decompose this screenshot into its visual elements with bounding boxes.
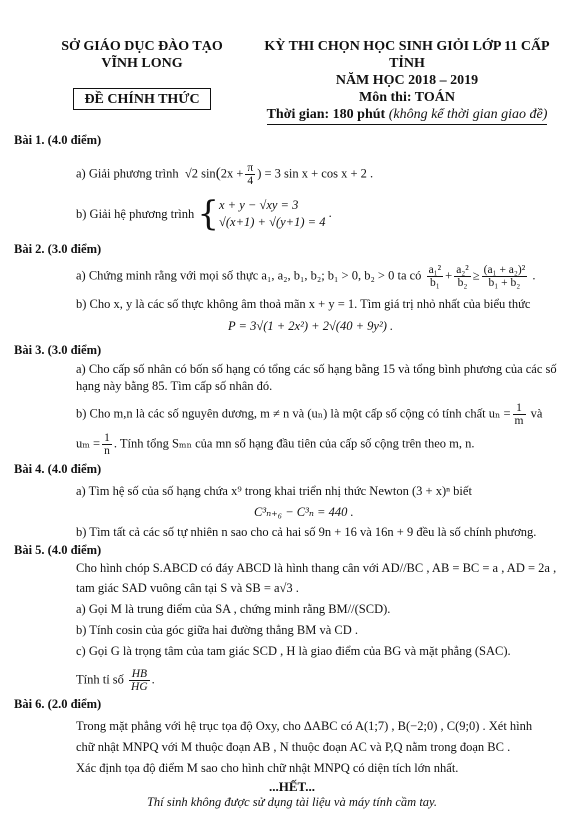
problem-6-line3: Xác định tọa độ điểm M sao cho hình chữ nhật MNPQ có diện tích lớn nhất. xyxy=(76,761,459,775)
problem-3a-line2: hạng này bằng 85. Tìm cấp số nhân đó. xyxy=(76,379,273,393)
problem-5-intro1: Cho hình chóp S.ABCD có đáy ABCD là hình thang cân với AD//BC , AB = BC = a , AD = 2a , xyxy=(76,561,557,575)
problem-5-title: Bài 5. (4.0 điểm) xyxy=(14,543,102,557)
problem-5a: a) Gọi M là trung điểm của SA , chứng minh rằng BM//(SCD). xyxy=(76,602,391,616)
department-name: SỞ GIÁO DỤC ĐÀO TẠO xyxy=(61,39,223,54)
problem-6-line1: Trong mặt phẳng với hệ trục tọa độ Oxy, cho ΔABC có A(1;7) , B(−2;0) , C(9;0) . Xét hình xyxy=(76,719,533,733)
problem-4b: b) Tìm tất cả các số tự nhiên n sao cho cả hai số 9n + 16 và 16n + 9 đều là số chính phương. xyxy=(76,525,537,539)
subject: Môn thi: TOÁN xyxy=(359,90,455,105)
problem-3a-line1: a) Cho cấp số nhân có bốn số hạng có tổng các số hạng bằng 15 và tổng bình phương của các số xyxy=(76,362,557,376)
problem-5c: c) Gọi G là trọng tâm của tam giác SCD , H là giao điểm của BG và mặt phẳng (SAC). xyxy=(76,644,511,658)
problem-3-title: Bài 3. (3.0 điểm) xyxy=(14,343,102,357)
problem-5b: b) Tính cosin của góc giữa hai đường thẳng BM và CD . xyxy=(76,623,359,637)
problem-2b: b) Cho x, y là các số thực không âm thoả mãn x + y = 1. Tìm giá trị nhỏ nhất của biểu thức xyxy=(76,297,531,311)
exam-header xyxy=(248,38,566,125)
problem-5-intro2: tam giác SAD vuông cân tại S và SB = a√3 . xyxy=(76,581,299,595)
problem-4-title: Bài 4. (4.0 điểm) xyxy=(14,462,102,476)
time-note: (không kể thời gian giao đề) xyxy=(388,107,548,122)
problem-1-title: Bài 1. (4.0 điểm) xyxy=(14,133,102,147)
problem-3b-line1: b) Cho m,n là các số nguyên dương, m ≠ n và (uₙ) là một cấp số cộng có tính chất uₙ = $\frac{1}{m}$ và xyxy=(76,402,543,427)
exam-title: KỲ THI CHỌN HỌC SINH GIỎI LỚP 11 CẤP TỈNH xyxy=(264,39,550,71)
problem-6-title: Bài 6. (2.0 điểm) xyxy=(14,697,102,711)
problem-4a-line2: C³ₙ₊₆ − C³ₙ = 440 . xyxy=(254,505,354,519)
department-header xyxy=(38,38,246,110)
problem-5c-ratio: Tính tỉ số $\frac{HB}{HG}$ . xyxy=(76,668,155,693)
footer-note: Thí sinh không được sử dụng tài liệu và máy tính cầm tay. xyxy=(146,795,438,809)
problem-4a-line1: a) Tìm hệ số của số hạng chứa x⁹ trong khai triển nhị thức Newton (3 + x)ⁿ biết xyxy=(76,484,472,498)
official-stamp: ĐỀ CHÍNH THỨC xyxy=(73,88,210,110)
problem-1b: b) Giải hệ phương trình {x + y − √xy = 3 √(x+1) + √(y+1) = 4 . xyxy=(76,194,332,235)
end-mark: ...HẾT... xyxy=(269,779,315,794)
problem-6-line2: chữ nhật MNPQ với M thuộc đoạn AB , N thuộc đoạn AC và P,Q nằm trong đoạn BC . xyxy=(76,740,511,754)
problem-2-title: Bài 2. (3.0 điểm) xyxy=(14,242,102,256)
problem-1a: a) Giải phương trình √2 sin(2x + $\frac{\pi}{4}$ ) = 3 sin x + cos x + 2 . xyxy=(76,162,374,187)
school-year: NĂM HỌC 2018 – 2019 xyxy=(335,73,479,88)
time-label: Thời gian: 180 phút xyxy=(266,107,386,122)
problem-3b-line2: uₘ = $\frac{1}{n}$ . Tính tổng Sₘₙ của mn số hạng đầu tiên của cấp số cộng trên theo m, n. xyxy=(76,432,475,457)
problem-2a: a) Chứng minh rằng với mọi số thực a₁, a₂, b₁, b₂; b₁ > 0, b₂ > 0 ta có $\frac{\text{a₁²}}{\text{b₁}}$ + $\frac{\text{a₂²}}{\text{b₂}}$ ≥ $\frac{\text{(a₁ + a₂)²}}{\text{b₁ + b₂}}$ . xyxy=(76,264,536,289)
problem-2b-expression: P = 3√(1 + 2x²) + 2√(40 + 9y²) . xyxy=(228,319,394,333)
province-name: VĨNH LONG xyxy=(101,56,183,71)
